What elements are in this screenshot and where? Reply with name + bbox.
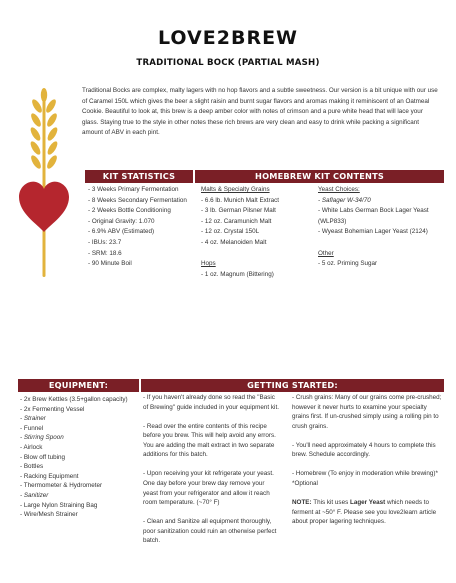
yeast-item: - Saflager W-34/70 xyxy=(318,196,371,204)
note-text-1: This kit uses xyxy=(311,498,350,506)
kit-stat-item: - 6.9% ABV (Estimated) xyxy=(88,228,155,236)
kit-stat-item: - 8 Weeks Secondary Fermentation xyxy=(88,196,187,204)
getting-started-step: - Homebrew (To enjoy in moderation while brewing)* *Optional xyxy=(292,470,438,487)
note-lager-yeast: Lager Yeast xyxy=(349,498,386,506)
equipment-item: - Blow off tubing xyxy=(20,453,66,461)
equipment-item: - Thermometer & Hydrometer xyxy=(20,482,103,490)
other-item: - 5 oz. Priming Sugar xyxy=(318,260,378,268)
equipment-item: - Wire/Mesh Strainer xyxy=(20,511,78,519)
equipment-item: - Racking Equipment xyxy=(20,472,79,480)
recipe-title: TRADITIONAL BOCK (PARTIAL MASH) xyxy=(136,58,320,68)
grain-item: - 12 oz. Caramunich Malt xyxy=(201,217,272,225)
equipment-list xyxy=(20,395,140,520)
getting-started-col-2 xyxy=(292,393,444,536)
getting-started-col-1 xyxy=(143,393,281,555)
getting-started-step: - You'll need approximately 4 hours to complete this brew. Schedule accordingly. xyxy=(292,441,436,459)
intro-paragraph: Traditional Bocks are complex, malty lagers with no hop flavors and a subtle sweetness. Our version is a bit unique with our use of Caramel 150L which gives the beer a slight raisin and burnt sugar flavors and aromas making it reminiscent of an Oatmeal Cookie. Beautiful to look at, this brew is a deep amber color with notes of crimson and a pure white head that will lace your glass. Staying true to the style in other notes these rich brews are very clean and easy to drink while packing a significant amount of ABV in each pint. xyxy=(82,87,438,137)
getting-started-step: - If you haven't already done so read the "Basic of Brewing" guide included in your equipment kit. xyxy=(143,394,279,411)
homebrew-kit-contents-heading: HOMEBREW KIT CONTENTS xyxy=(195,170,444,183)
kit-stat-item: - IBUs: 23.7 xyxy=(88,238,122,246)
grain-item: - 12 oz. Crystal 150L xyxy=(201,228,260,236)
equipment-item: - Bottles xyxy=(20,463,44,471)
equipment-item: - Stirring Spoon xyxy=(20,434,64,442)
grain-item: - 6.6 lb. Munich Malt Extract xyxy=(201,196,280,204)
kit-stat-item: - 3 Weeks Primary Fermentation xyxy=(88,186,179,193)
hops-heading: Hops xyxy=(201,260,216,268)
yeast-heading: Yeast Choices: xyxy=(318,186,360,193)
note-text-2: which needs to ferment at ~50° F. Please see you love2learn article about proper lagering techniques. xyxy=(292,498,437,526)
equipment-item: - Strainer xyxy=(20,415,46,423)
wheat-heart-logo xyxy=(17,85,71,281)
other-heading: Other xyxy=(318,249,334,257)
lager-note xyxy=(292,498,444,527)
brand-title: LOVE2BREW xyxy=(157,27,299,49)
equipment-item: - Large Nylon Straining Bag xyxy=(20,501,98,509)
equipment-item: - Airlock xyxy=(20,443,43,451)
kit-statistics-list xyxy=(88,185,194,270)
getting-started-step: - Crush grains: Many of our grains come pre-crushed; however it never hurts to examine your specialty grains first. If un-crushed simply using a rolling pin to crush grains. xyxy=(292,394,442,430)
yeast-other-list xyxy=(318,185,443,270)
equipment-item: - Sanitizer xyxy=(20,491,49,499)
equipment-heading: EQUIPMENT: xyxy=(18,379,139,392)
note-label: NOTE: xyxy=(292,498,312,506)
getting-started-heading: GETTING STARTED: xyxy=(141,379,444,392)
equipment-item: - 2x Fermenting Vessel xyxy=(20,405,85,413)
kit-stat-item: - Original Gravity: 1.070 xyxy=(88,217,155,225)
kit-statistics-heading: KIT STATISTICS xyxy=(85,170,193,183)
kit-stat-item: - 90 Minute Boil xyxy=(88,260,132,268)
equipment-item: - Funnel xyxy=(20,424,44,432)
getting-started-step: - Clean and Sanitize all equipment thoroughly, poor sanitization could ruin an otherwise perfect batch. xyxy=(143,518,277,545)
kit-stat-item: - 2 Weeks Bottle Conditioning xyxy=(88,207,171,215)
equipment-item: - 2x Brew Kettles (3.5+gallon capacity) xyxy=(20,396,128,403)
kit-stat-item: - SRM: 18.6 xyxy=(88,249,122,257)
getting-started-step: - Upon receiving your kit refrigerate your yeast. One day before your brew day remove your yeast from your refrigerator and allow it reach room temperature. (~70° F) xyxy=(143,470,274,507)
yeast-item: - Wyeast Bohemian Lager Yeast (2124) xyxy=(318,228,428,236)
grains-heading: Malts & Specialty Grains xyxy=(201,186,270,193)
yeast-item: - White Labs German Bock Lager Yeast (WLP833) xyxy=(318,207,429,225)
getting-started-step: - Read over the entire contents of this recipe before you brew. This will help avoid any errors. You are adding the malt extract in two separate additions for this batch. xyxy=(143,422,276,459)
hop-item: - 1 oz. Magnum (Bittering) xyxy=(201,270,274,278)
grain-item: - 3 lb. German Pilsner Malt xyxy=(201,207,276,215)
grains-hops-list xyxy=(201,185,317,280)
grain-item: - 4 oz. Melanoiden Malt xyxy=(201,238,267,246)
